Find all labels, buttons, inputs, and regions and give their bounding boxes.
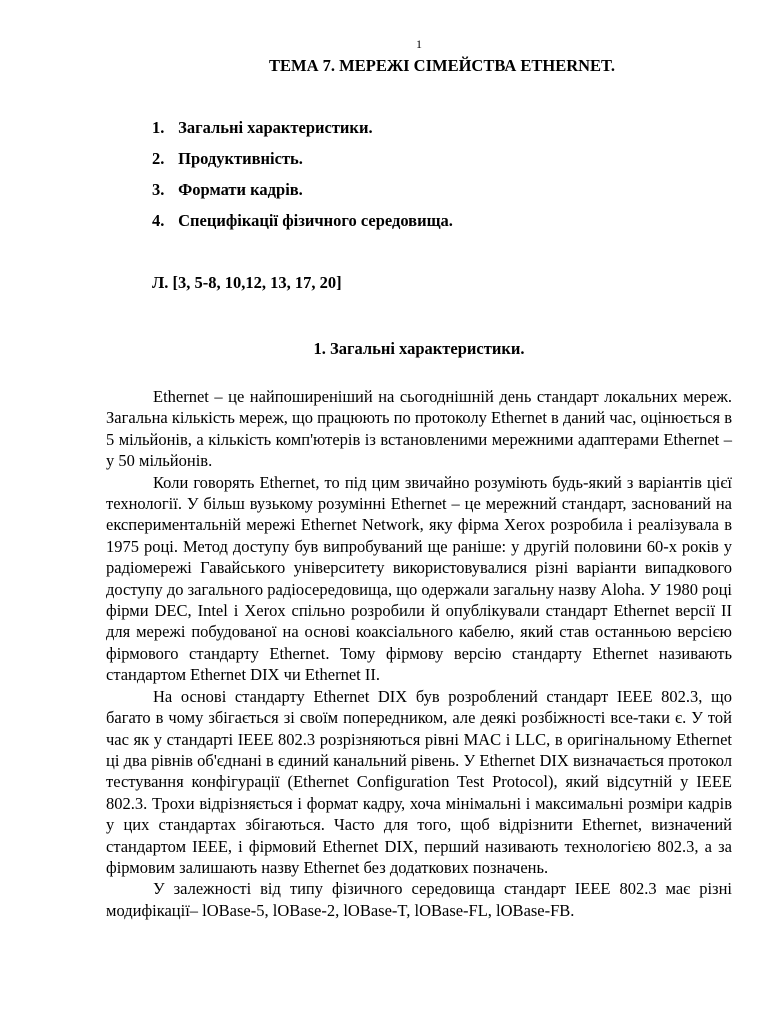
section-heading: 1. Загальні характеристики. xyxy=(313,339,525,358)
page-number: 1 xyxy=(416,37,422,51)
toc-item-label: Формати кадрів. xyxy=(178,180,303,199)
toc-item-number: 3. xyxy=(152,180,165,199)
references-line: Л. [3, 5-8, 10,12, 13, 17, 20] xyxy=(152,273,342,292)
toc-item-label: Продуктивність. xyxy=(178,149,303,168)
page-title: ТЕМА 7. МЕРЕЖІ СІМЕЙСТВА ETHERNET. xyxy=(269,56,615,75)
toc-item xyxy=(152,211,453,242)
paragraph: Ethernet – це найпоширеніший на сьогоднішній день стандарт локальних мереж. Загальна кількість мереж, що працюють по протоколу Ethernet в даний час, оцінюється в 5 мільйонів, а кількість комп'ютерів із встановленими мережними адаптерами Ethernet – у 50 мільйонів. xyxy=(106,387,732,471)
toc-item-number: 1. xyxy=(152,118,165,137)
toc-item-label: Загальні характеристики. xyxy=(178,118,373,137)
table-of-contents xyxy=(152,118,453,242)
paragraph: У залежності від типу фізичного середовища стандарт IEEE 802.3 має різні модифікації– lOBase-5, lOBase-2, lOBase-T, lOBase-FL, lOBase-FB. xyxy=(106,879,732,920)
toc-item-number: 4. xyxy=(152,211,165,230)
paragraph: Коли говорять Ethernet, то під цим звичайно розуміють будь-який з варіантів цієї технології. У більш вузькому розумінні Ethernet – це мережний стандарт, заснований на експериментальній мережі Ethernet Network, яку фірма Xerox розробила і реалізувала в 1975 році. Метод доступу був випробуваний ще раніше: у другій половини 60-х років у радіомережі Гавайського університету використовувалися різні варіанти випадкового доступу до загального радіосередовища, що одержали загальну назву Aloha. У 1980 році фірми DEC, Intel і Xerox спільно розробили й опублікували стандарт Ethernet версії II для мережі побудованої на основі коаксіального кабелю, який став останньою версією фірмового стандарту Ethernet. Тому фірмову версію стандарту Ethernet називають стандартом Ethernet DIX чи Ethernet II. xyxy=(106,472,732,685)
toc-item xyxy=(152,180,453,211)
toc-item xyxy=(152,118,453,149)
body-text xyxy=(106,386,732,921)
paragraph: На основі стандарту Ethernet DIX був розроблений стандарт IEEE 802.3, що багато в чому збігається зі своїм попередником, але деякі розбіжності все-таки є. У той час як у стандарті IEEE 802.3 розрізняються рівні MAC і LLC, в оригінальному Ethernet ці два рівнів об'єднані в єдиний канальний рівень. У Ethernet DIX визначається протокол тестування конфігурації (Ethernet Configuration Test Protocol), який відсутній у IEEE 802.3. Трохи відрізняється і формат кадру, хоча мінімальні і максимальні розміри кадрів у цих стандартах збігаються. Часто для того, щоб відрізнити Ethernet, визначений стандартом IEEE, і фірмовий Ethernet DIX, перший називають технологією 802.3, а за фірмовим залишають назву Ethernet без додаткових позначень. xyxy=(106,686,732,877)
toc-item xyxy=(152,149,453,180)
toc-item-number: 2. xyxy=(152,149,165,168)
toc-item-label: Специфікації фізичного середовища. xyxy=(178,211,453,230)
